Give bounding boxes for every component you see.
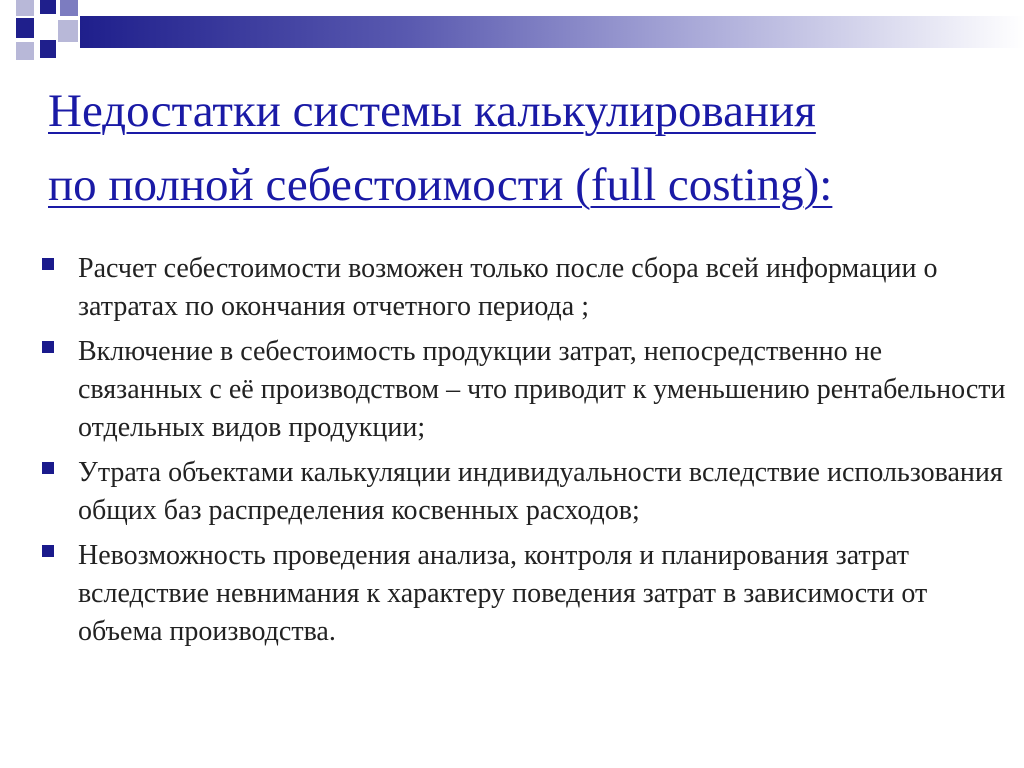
- bullet-text: Утрата объектами калькуляции индивидуальности вследствие использования общих баз распределения косвенных расходов;: [78, 457, 1003, 526]
- title-line-2: по полной себестоимости (full costing):: [48, 159, 833, 211]
- decor-square: [16, 18, 34, 38]
- decor-square: [60, 0, 78, 16]
- bullet-text: Невозможность проведения анализа, контроля и планирования затрат вследствие невнимания к характеру поведения затрат в зависимости от объема производства.: [78, 540, 928, 647]
- decor-square: [40, 40, 56, 58]
- decor-square: [58, 20, 78, 42]
- bullet-text: Включение в себестоимость продукции затрат, непосредственно не связанных с её производством – что приводит к уменьшению рентабельности отдельных видов продукции;: [78, 336, 1006, 443]
- decor-square: [16, 0, 34, 16]
- decor-square: [16, 42, 34, 60]
- bullet-item: [40, 333, 1010, 447]
- bullet-item: [40, 454, 1010, 530]
- title-line-1: Недостатки системы калькулирования: [48, 85, 816, 137]
- decor-square: [40, 0, 56, 14]
- square-bullet-icon: [42, 341, 54, 353]
- bullet-item: [40, 250, 1010, 326]
- bullet-item: [40, 537, 1010, 651]
- square-bullet-icon: [42, 462, 54, 474]
- square-bullet-icon: [42, 545, 54, 557]
- slide-title: [48, 74, 998, 222]
- square-bullet-icon: [42, 258, 54, 270]
- bullet-text: Расчет себестоимости возможен только после сбора всей информации о затратах по окончания отчетного периода ;: [78, 253, 938, 322]
- header-gradient-bar: [80, 16, 1024, 48]
- bullet-list: [40, 250, 1010, 658]
